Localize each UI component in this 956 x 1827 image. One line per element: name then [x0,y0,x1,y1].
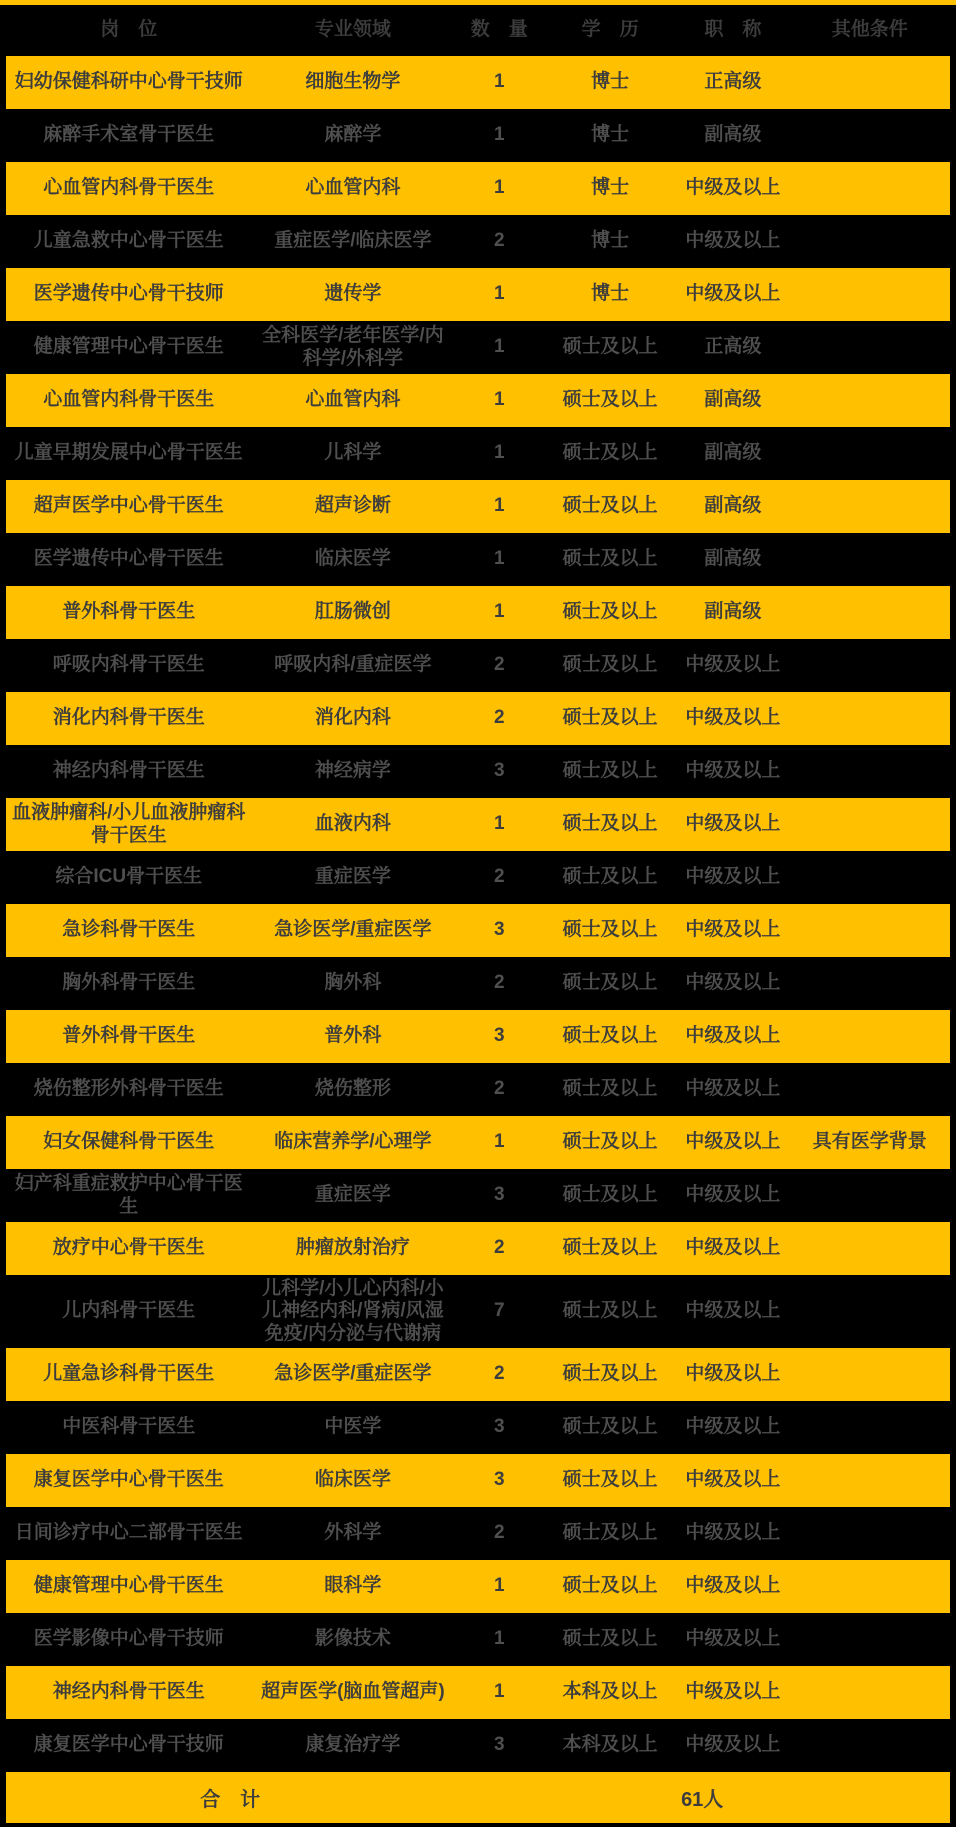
table-row [6,1169,950,1222]
table-row [6,745,950,798]
cell-title: 副高级 [704,124,762,146]
cell-position: 康复医学中心骨干技师 [33,1734,224,1756]
cell-title: 中级及以上 [685,866,781,888]
cell-count: 2 [493,654,505,676]
cell-field: 中医学 [324,1416,382,1438]
cell-title: 中级及以上 [685,1522,781,1544]
cell-count: 3 [493,1469,505,1491]
cell-education: 本科及以上 [562,1734,658,1756]
header-count: 数 量 [470,19,528,41]
cell-education: 硕士及以上 [562,336,658,358]
cell-position: 烧伤整形外科骨干医生 [33,1078,224,1100]
cell-other: 具有医学背景 [812,1131,927,1153]
cell-position: 医学遗传中心骨干医生 [33,548,224,570]
cell-count: 1 [493,389,505,411]
header-position: 岗 位 [100,19,158,41]
cell-count: 1 [493,71,505,93]
table-row [6,1063,950,1116]
cell-education: 硕士及以上 [562,1237,658,1259]
header-title: 职 称 [704,19,762,41]
cell-field: 眼科学 [324,1575,382,1597]
cell-title: 中级及以上 [685,1300,781,1322]
cell-field: 重症医学/临床医学 [274,230,432,252]
table-row [6,957,950,1010]
table-row [6,692,950,745]
cell-field: 重症医学 [314,866,391,888]
cell-position: 儿童早期发展中心骨干医生 [14,442,243,464]
header-field: 专业领域 [314,19,391,41]
cell-position: 妇产科重症救护中心骨干医生 [14,1173,243,1217]
cell-position: 心血管内科骨干医生 [43,177,215,199]
cell-title: 正高级 [704,336,762,358]
cell-education: 硕士及以上 [562,1575,658,1597]
cell-count: 2 [493,1522,505,1544]
cell-position: 康复医学中心骨干医生 [33,1469,224,1491]
cell-position: 胸外科骨干医生 [62,972,196,994]
table-row [6,427,950,480]
cell-title: 副高级 [704,495,762,517]
cell-field: 呼吸内科/重症医学 [274,654,432,676]
cell-position: 儿童急救中心骨干医生 [33,230,224,252]
table-row [6,1010,950,1063]
table-row [6,586,950,639]
cell-position: 医学遗传中心骨干技师 [33,283,224,305]
cell-education: 硕士及以上 [562,442,658,464]
cell-title: 中级及以上 [685,230,781,252]
cell-count: 1 [493,1628,505,1650]
cell-field: 影像技术 [314,1628,391,1650]
cell-title: 中级及以上 [685,1681,781,1703]
cell-education: 硕士及以上 [562,1078,658,1100]
cell-position: 健康管理中心骨干医生 [33,1575,224,1597]
cell-count: 1 [493,495,505,517]
table-row [6,1507,950,1560]
table-header-row [6,5,950,56]
cell-title: 中级及以上 [685,1078,781,1100]
table-row [6,1613,950,1666]
cell-field: 急诊医学/重症医学 [274,1363,432,1385]
cell-title: 副高级 [704,601,762,623]
cell-education: 硕士及以上 [562,813,658,835]
cell-field: 细胞生物学 [305,71,401,93]
cell-count: 7 [493,1300,505,1322]
table-row [6,533,950,586]
cell-position: 妇女保健科骨干医生 [43,1131,215,1153]
cell-education: 硕士及以上 [562,548,658,570]
footer-total-value: 61人 [681,1789,724,1811]
cell-position: 心血管内科骨干医生 [43,389,215,411]
cell-field: 心血管内科 [305,177,401,199]
cell-position: 儿内科骨干医生 [62,1300,196,1322]
cell-title: 中级及以上 [685,1734,781,1756]
cell-count: 1 [493,124,505,146]
cell-education: 硕士及以上 [562,1522,658,1544]
cell-count: 1 [493,813,505,835]
cell-education: 硕士及以上 [562,1416,658,1438]
table-row [6,374,950,427]
cell-title: 中级及以上 [685,283,781,305]
cell-count: 2 [493,866,505,888]
cell-count: 1 [493,177,505,199]
cell-field: 神经病学 [314,760,391,782]
cell-education: 硕士及以上 [562,495,658,517]
cell-field: 临床医学 [314,548,391,570]
cell-position: 放疗中心骨干医生 [52,1237,205,1259]
cell-title: 中级及以上 [685,1025,781,1047]
cell-position: 呼吸内科骨干医生 [52,654,205,676]
cell-education: 硕士及以上 [562,1025,658,1047]
table-body [0,56,956,1772]
table-row [6,215,950,268]
cell-education: 硕士及以上 [562,972,658,994]
cell-position: 超声医学中心骨干医生 [33,495,224,517]
cell-title: 中级及以上 [685,1469,781,1491]
cell-count: 2 [493,1237,505,1259]
table-row [6,1222,950,1275]
cell-field: 遗传学 [324,283,382,305]
cell-education: 硕士及以上 [562,866,658,888]
cell-position: 急诊科骨干医生 [62,919,196,941]
cell-count: 2 [493,1078,505,1100]
header-other: 其他条件 [831,19,908,41]
cell-education: 硕士及以上 [562,1131,658,1153]
cell-count: 2 [493,972,505,994]
cell-title: 中级及以上 [685,1363,781,1385]
cell-education: 硕士及以上 [562,654,658,676]
cell-education: 硕士及以上 [562,919,658,941]
cell-count: 2 [493,707,505,729]
cell-field: 麻醉学 [324,124,382,146]
table-row [6,1560,950,1613]
cell-count: 3 [493,760,505,782]
cell-position: 医学影像中心骨干技师 [33,1628,224,1650]
table-row [6,321,950,374]
cell-count: 1 [493,1131,505,1153]
cell-count: 2 [493,230,505,252]
cell-field: 重症医学 [314,1184,391,1206]
cell-position: 日间诊疗中心二部骨干医生 [14,1522,243,1544]
cell-title: 中级及以上 [685,177,781,199]
cell-position: 健康管理中心骨干医生 [33,336,224,358]
cell-education: 硕士及以上 [562,707,658,729]
cell-position: 妇幼保健科研中心骨干技师 [14,71,243,93]
cell-field: 全科医学/老年医学/内科学/外科学 [262,325,444,369]
table-row [6,56,950,109]
cell-position: 神经内科骨干医生 [52,1681,205,1703]
cell-title: 中级及以上 [685,707,781,729]
cell-field: 儿科学 [324,442,382,464]
cell-count: 1 [493,1575,505,1597]
cell-position: 麻醉手术室骨干医生 [43,124,215,146]
cell-position: 普外科骨干医生 [62,1025,196,1047]
cell-field: 儿科学/小儿心内科/小儿神经内科/肾病/风湿免疫/内分泌与代谢病 [262,1277,444,1344]
cell-count: 1 [493,442,505,464]
cell-title: 副高级 [704,389,762,411]
cell-count: 3 [493,1184,505,1206]
cell-field: 临床医学 [314,1469,391,1491]
cell-title: 中级及以上 [685,760,781,782]
cell-field: 肿瘤放射治疗 [295,1237,410,1259]
cell-field: 胸外科 [324,972,382,994]
cell-field: 心血管内科 [305,389,401,411]
cell-field: 外科学 [324,1522,382,1544]
cell-education: 博士 [591,230,630,252]
cell-title: 中级及以上 [685,654,781,676]
cell-education: 硕士及以上 [562,601,658,623]
table-row [6,268,950,321]
table-footer-row [6,1772,950,1823]
cell-count: 3 [493,1416,505,1438]
cell-field: 临床营养学/心理学 [274,1131,432,1153]
cell-education: 硕士及以上 [562,389,658,411]
cell-field: 超声诊断 [314,495,391,517]
cell-field: 超声医学(脑血管超声) [261,1681,445,1703]
cell-field: 消化内科 [314,707,391,729]
cell-education: 博士 [591,124,630,146]
cell-education: 硕士及以上 [562,1300,658,1322]
cell-field: 血液内科 [314,813,391,835]
cell-title: 副高级 [704,548,762,570]
cell-position: 消化内科骨干医生 [52,707,205,729]
cell-education: 博士 [591,177,630,199]
cell-position: 神经内科骨干医生 [52,760,205,782]
table-row [6,1719,950,1772]
cell-field: 普外科 [324,1025,382,1047]
cell-education: 硕士及以上 [562,1628,658,1650]
cell-position: 儿童急诊科骨干医生 [43,1363,215,1385]
cell-field: 急诊医学/重症医学 [274,919,432,941]
cell-title: 中级及以上 [685,972,781,994]
cell-education: 硕士及以上 [562,1363,658,1385]
cell-title: 中级及以上 [685,1575,781,1597]
cell-education: 硕士及以上 [562,1184,658,1206]
cell-title: 中级及以上 [685,1628,781,1650]
cell-count: 3 [493,1025,505,1047]
cell-position: 血液肿瘤科/小儿血液肿瘤科骨干医生 [12,802,246,846]
cell-count: 3 [493,919,505,941]
table-row [6,904,950,957]
cell-title: 中级及以上 [685,1131,781,1153]
header-education: 学 历 [581,19,639,41]
cell-count: 2 [493,1363,505,1385]
table-row [6,109,950,162]
table-row [6,1401,950,1454]
table-row [6,1454,950,1507]
cell-count: 1 [493,601,505,623]
cell-count: 1 [493,336,505,358]
footer-total-label: 合 计 [200,1789,261,1811]
cell-position: 中医科骨干医生 [62,1416,196,1438]
table-row [6,1275,950,1348]
cell-title: 中级及以上 [685,919,781,941]
cell-title: 中级及以上 [685,1237,781,1259]
cell-count: 3 [493,1734,505,1756]
cell-title: 中级及以上 [685,813,781,835]
cell-position: 普外科骨干医生 [62,601,196,623]
cell-education: 博士 [591,283,630,305]
table-row [6,1116,950,1169]
cell-title: 正高级 [704,71,762,93]
cell-position: 综合ICU骨干医生 [55,866,203,888]
table-row [6,162,950,215]
table-row [6,1666,950,1719]
table-row [6,480,950,533]
table-row [6,1348,950,1401]
cell-education: 硕士及以上 [562,1469,658,1491]
cell-field: 肛肠微创 [314,601,391,623]
cell-title: 中级及以上 [685,1184,781,1206]
cell-field: 康复治疗学 [305,1734,401,1756]
cell-education: 硕士及以上 [562,760,658,782]
cell-title: 中级及以上 [685,1416,781,1438]
cell-count: 1 [493,1681,505,1703]
cell-education: 博士 [591,71,630,93]
cell-count: 1 [493,283,505,305]
cell-title: 副高级 [704,442,762,464]
cell-count: 1 [493,548,505,570]
cell-field: 烧伤整形 [314,1078,391,1100]
cell-education: 本科及以上 [562,1681,658,1703]
table-row [6,798,950,851]
table-row [6,639,950,692]
table-row [6,851,950,904]
